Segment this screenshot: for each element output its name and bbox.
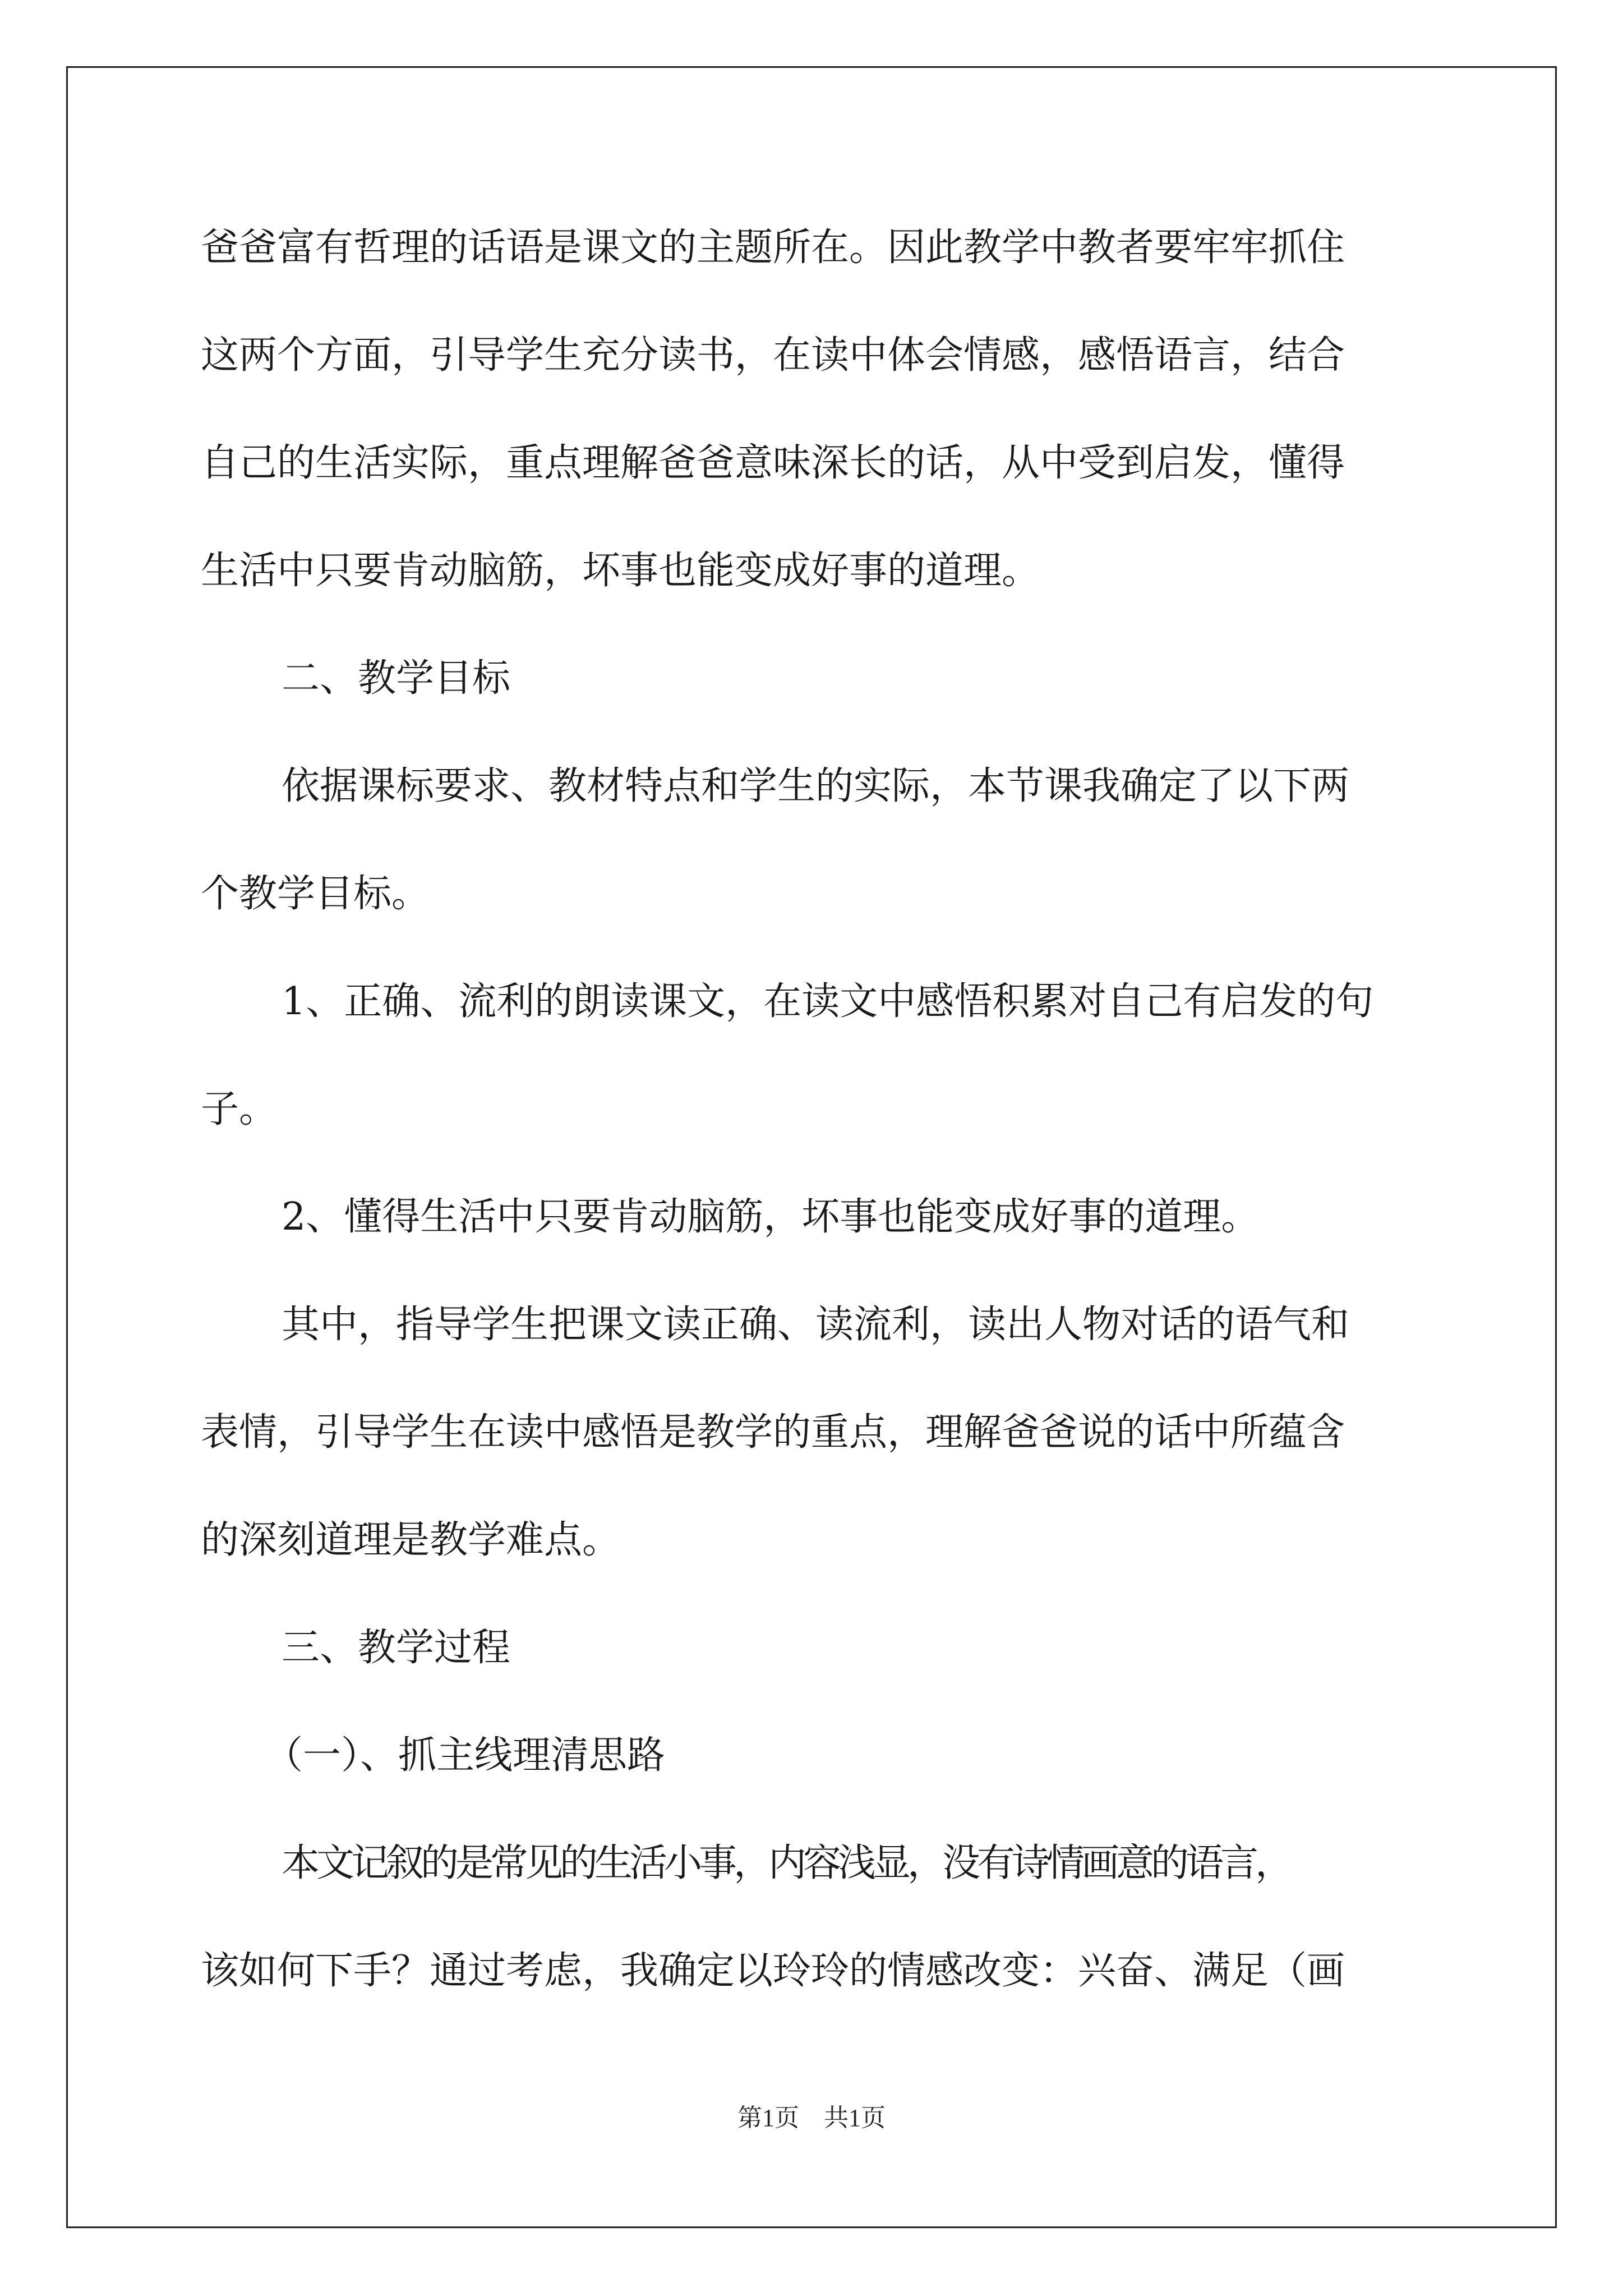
text-line: 这两个方面，引导学生充分读书，在读中体会情感，感悟语言，结合 bbox=[201, 333, 1345, 378]
text-line: 自己的生活实际，重点理解爸爸意味深长的话，从中受到启发，懂得 bbox=[201, 441, 1345, 485]
list-item: 1、正确、流利的朗读课文，在读文中感悟积累对自己有启发的句 bbox=[282, 979, 1374, 1024]
text-line: 表情，引导学生在读中感悟是教学的重点，理解爸爸说的话中所蕴含 bbox=[201, 1410, 1345, 1455]
text-line: 依据课标要求、教材特点和学生的实际，本节课我确定了以下两 bbox=[282, 764, 1350, 808]
text-line: 爸爸富有哲理的话语是课文的主题所在。因此教学中教者要牢牢抓住 bbox=[201, 226, 1345, 270]
text-line: 生活中只要肯动脑筋，坏事也能变成好事的道理。 bbox=[201, 549, 1040, 593]
text-line: 该如何下手？通过考虑，我确定以玲玲的情感改变：兴奋、满足（画 bbox=[201, 1949, 1345, 1993]
text-line: 个教学目标。 bbox=[201, 872, 430, 916]
page-footer: 第1页 共1页 bbox=[737, 2104, 886, 2132]
section-heading: 三、教学过程 bbox=[282, 1626, 511, 1670]
text-line: 的深刻道理是教学难点。 bbox=[201, 1518, 621, 1562]
list-item: 2、懂得生活中只要肯动脑筋，坏事也能变成好事的道理。 bbox=[282, 1195, 1260, 1239]
subsection-heading: （一）、抓主线理清思路 bbox=[265, 1733, 666, 1778]
section-heading: 二、教学目标 bbox=[282, 656, 511, 701]
text-line: 其中，指导学生把课文读正确、读流利，读出人物对话的语气和 bbox=[282, 1303, 1350, 1347]
text-line: 本文记叙的是常见的生活小事，内容浅显，没有诗情画意的语言， bbox=[282, 1841, 1290, 1885]
page-border bbox=[66, 66, 1557, 2228]
text-line: 子。 bbox=[201, 1087, 278, 1131]
